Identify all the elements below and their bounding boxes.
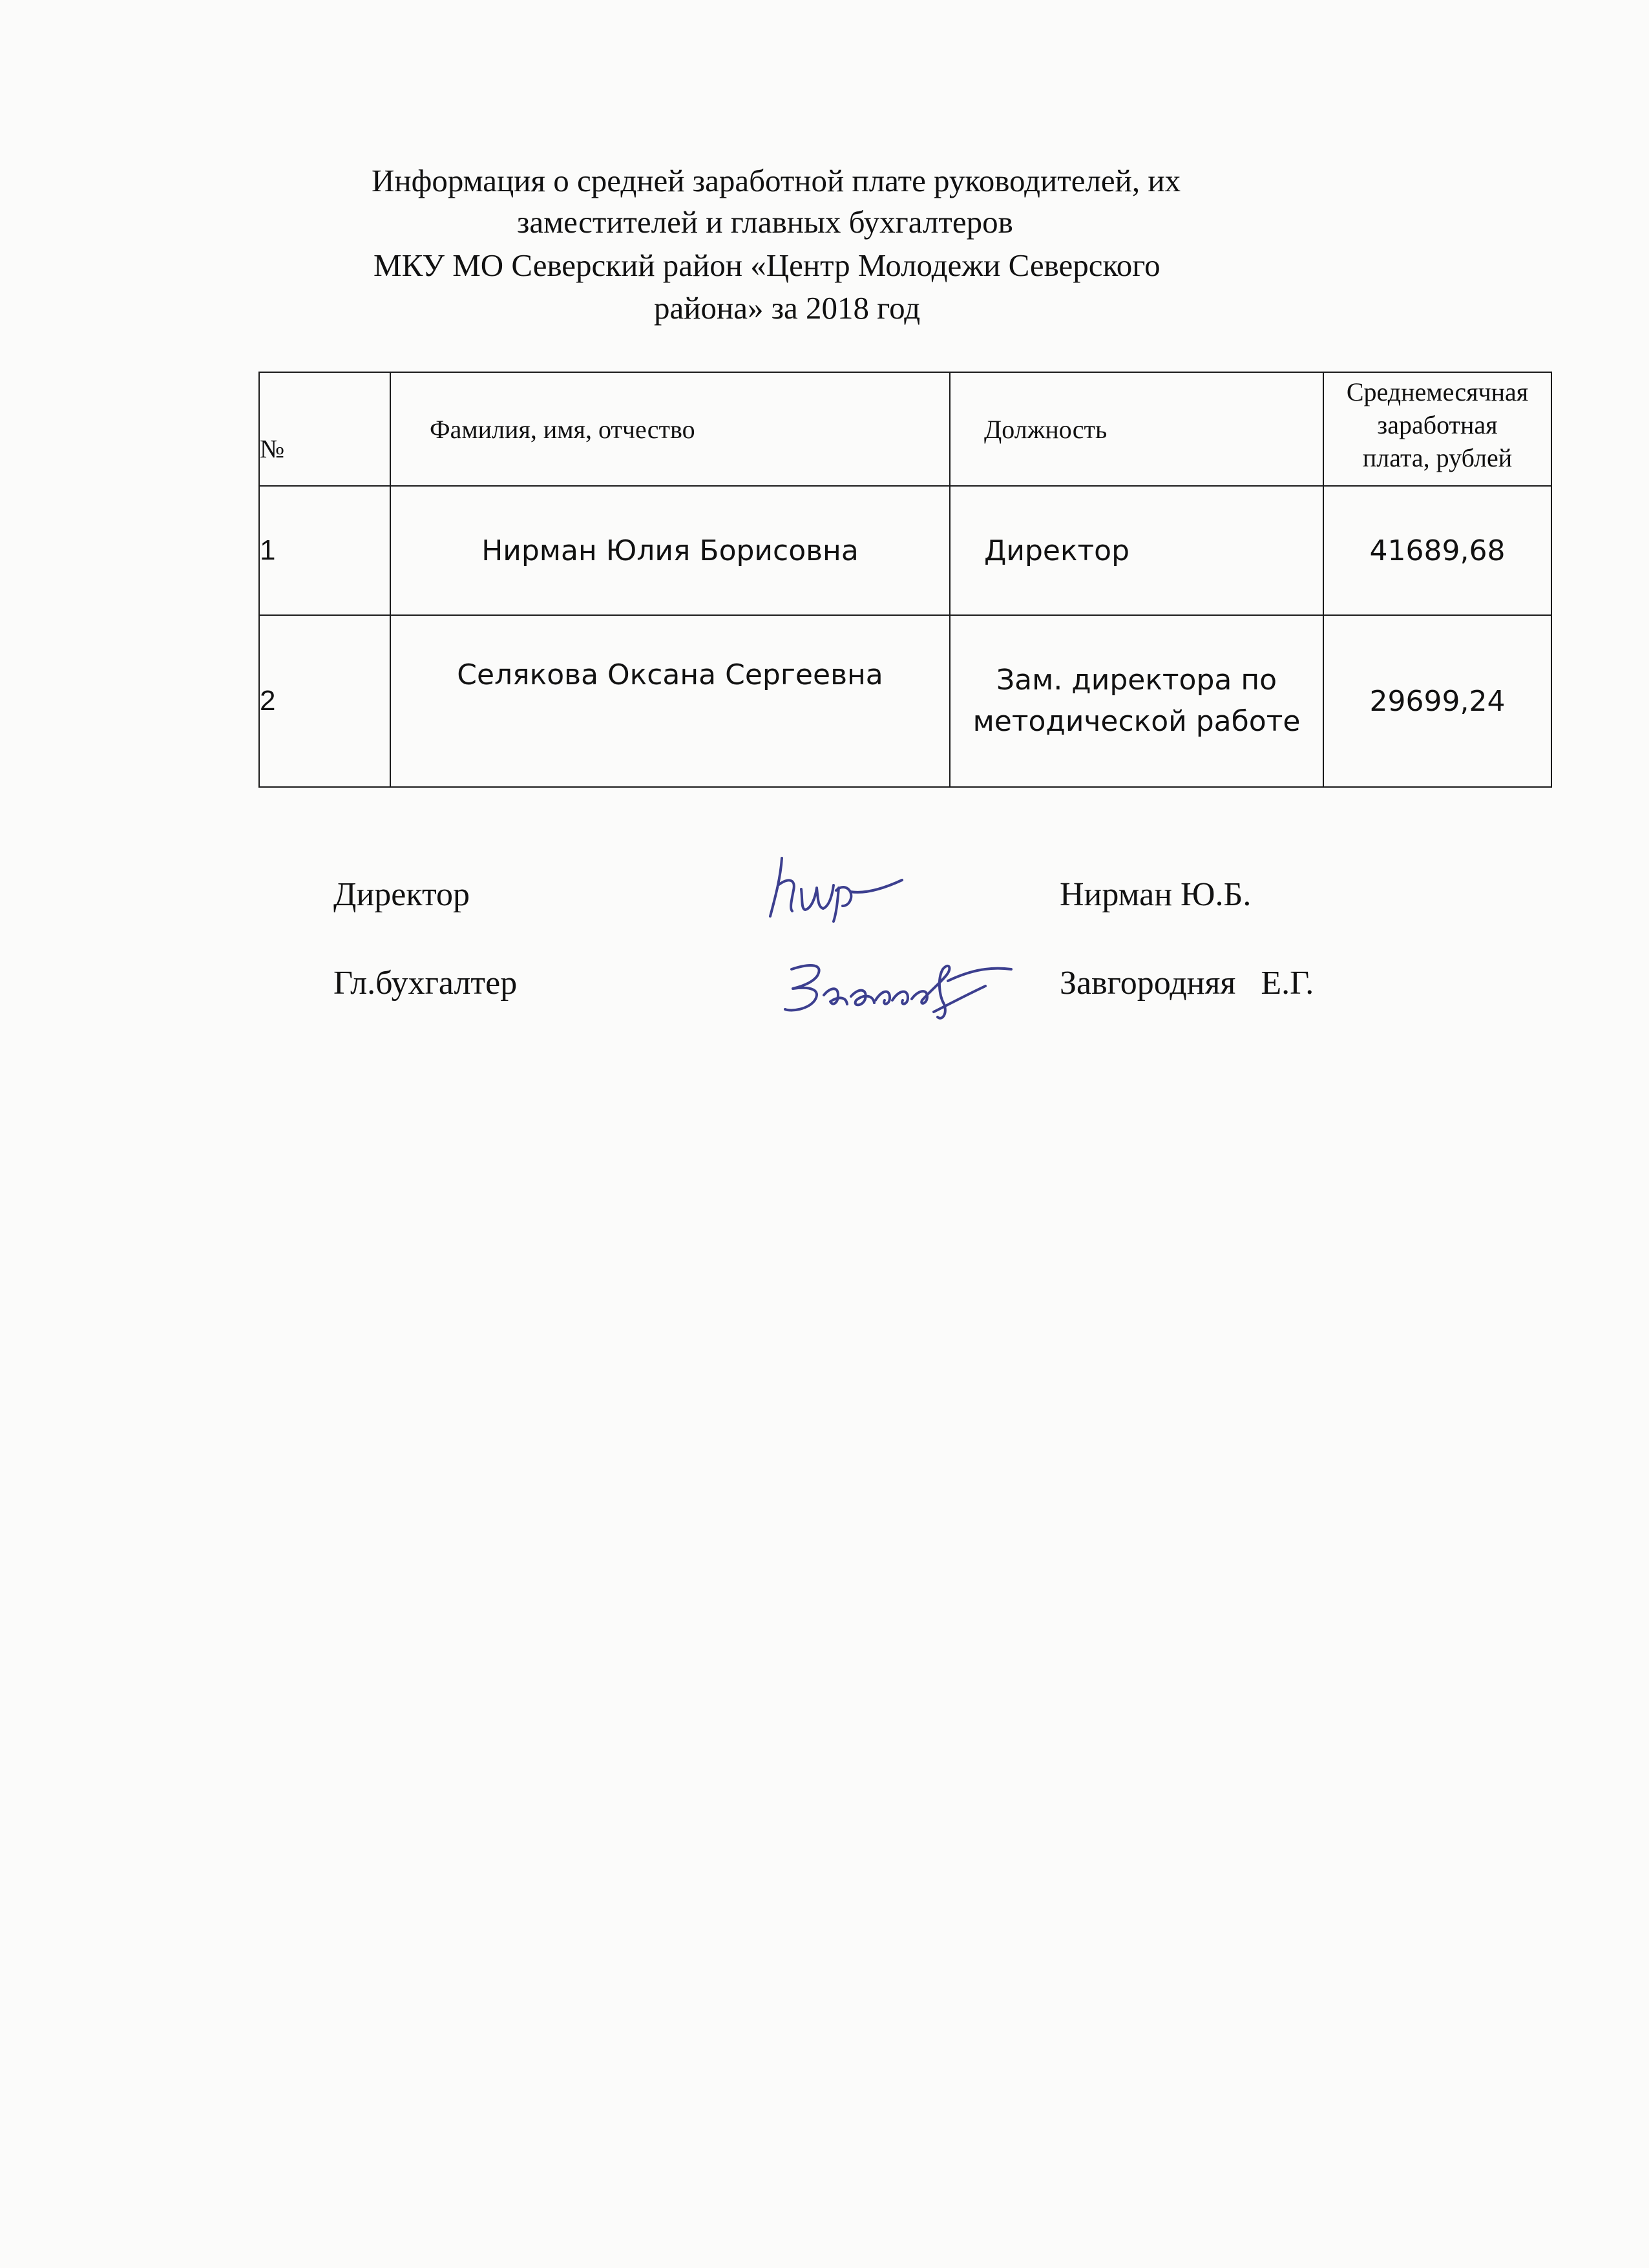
row-full-name: Селякова Оксана Сергеевна [390, 615, 950, 787]
title-line-2: заместителей и главных бухгалтеров [517, 204, 1013, 240]
row-position [950, 615, 1323, 787]
row-number: 1 [259, 486, 390, 615]
title-line-4: района» за 2018 год [654, 290, 921, 326]
row-position [950, 486, 1323, 615]
header-salary-line-1: Среднемесячная [1346, 377, 1529, 406]
signature-role-director: Директор [333, 876, 470, 913]
signature-role-accountant: Гл.бухгалтер [333, 965, 518, 1002]
position-line: методической работе [972, 705, 1301, 738]
header-position: Должность [950, 372, 1323, 486]
header-full-name: Фамилия, имя, отчество [390, 372, 950, 486]
position-line: Директор [984, 534, 1130, 567]
row-salary: 29699,24 [1323, 615, 1551, 787]
table-row [259, 615, 1551, 787]
header-salary-line-2: заработная [1377, 410, 1498, 439]
signature-name-accountant: Завгородняя Е.Г. [1060, 965, 1314, 1002]
table-header-row [259, 372, 1551, 486]
row-full-name: Нирман Юлия Борисовна [390, 486, 950, 615]
salary-table [258, 372, 1552, 788]
header-salary-line-3: плата, рублей [1362, 443, 1513, 472]
row-number: 2 [259, 615, 390, 787]
title-line-3: МКУ МО Северский район «Центр Молодежи Северского [373, 247, 1161, 283]
row-salary: 41689,68 [1323, 486, 1551, 615]
director-signature [756, 852, 905, 923]
signature-name-director: Нирман Ю.Б. [1060, 876, 1252, 913]
header-average-salary [1323, 372, 1551, 486]
position-line: Зам. директора по [996, 664, 1277, 697]
accountant-signature [779, 950, 1024, 1027]
title-line-1: Информация о средней заработной плате руководителей, их [372, 163, 1181, 198]
header-number: № [259, 372, 390, 486]
table-row [259, 486, 1551, 615]
